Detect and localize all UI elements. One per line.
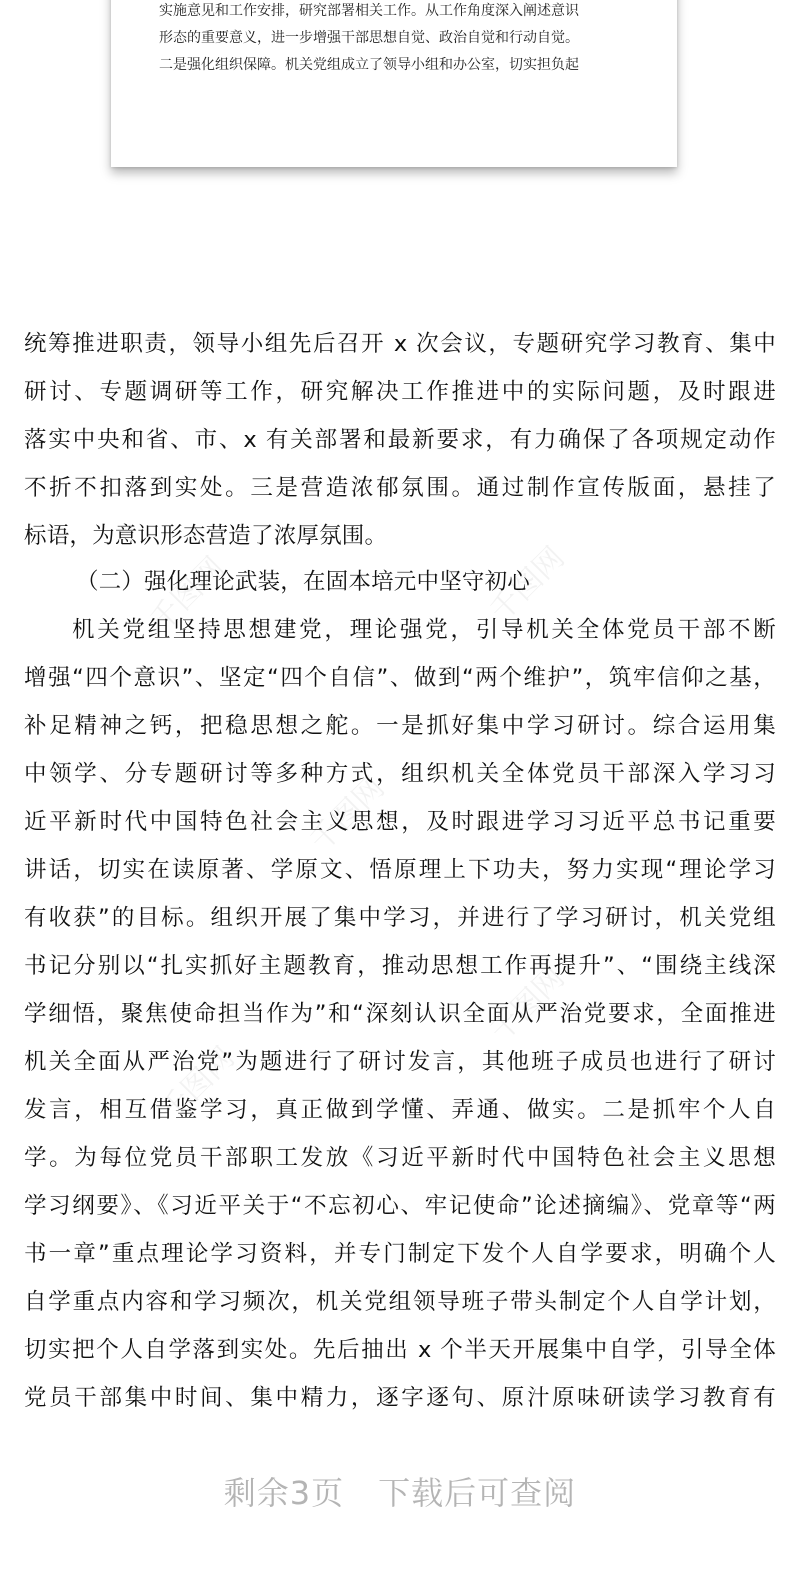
text-line: 书记分别以“扎实抓好主题教育，推动思想工作再提升”、“围绕主线深 bbox=[24, 953, 776, 979]
text-line: 机关全面从严治党”为题进行了研讨发言，其他班子成员也进行了研讨 bbox=[24, 1049, 776, 1075]
section-heading: （二）强化理论武装，在固本培元中坚守初心 bbox=[76, 569, 531, 595]
preview-line: 二是强化组织保障。机关党组成立了领导小组和办公室，切实担负起 bbox=[159, 57, 579, 73]
text-line: 有收获”的目标。组织开展了集中学习，并进行了学习研讨，机关党组 bbox=[24, 905, 776, 931]
text-line: 切实把个人自学落到实处。先后抽出 x 个半天开展集中自学，引导全体 bbox=[24, 1337, 776, 1363]
text-line: 标语，为意识形态营造了浓厚氛围。 bbox=[24, 523, 388, 549]
text-line: 自学重点内容和学习频次，机关党组领导班子带头制定个人自学计划， bbox=[24, 1289, 776, 1315]
page-preview-card bbox=[111, 0, 677, 167]
watermark-icon: 千图网 bbox=[483, 960, 572, 1049]
text-line: 发言，相互借鉴学习，真正做到学懂、弄通、做实。二是抓牢个人自 bbox=[24, 1097, 776, 1123]
text-line: 补足精神之钙，把稳思想之舵。一是抓好集中学习研讨。综合运用集 bbox=[24, 713, 776, 739]
preview-line: 实施意见和工作安排，研究部署相关工作。从工作角度深入阐述意识 bbox=[159, 3, 579, 19]
watermark-icon: 千图网 bbox=[303, 770, 392, 859]
text-line: 书一章”重点理论学习资料，并专门制定下发个人自学要求，明确个人 bbox=[24, 1241, 776, 1267]
watermark-icon: 千图网 bbox=[483, 540, 572, 629]
download-to-view-label: 下载后可查阅 bbox=[378, 1474, 577, 1512]
text-line: 学习纲要》、《习近平关于“不忘初心、牢记使命”论述摘编》、党章等“两 bbox=[24, 1193, 776, 1219]
watermark-icon: 千图网 bbox=[143, 550, 232, 639]
text-line: 近平新时代中国特色社会主义思想，及时跟进学习习近平总书记重要 bbox=[24, 809, 776, 835]
text-line: 研讨、专题调研等工作，研究解决工作推进中的实际问题，及时跟进 bbox=[24, 379, 776, 405]
text-line: 统筹推进职责，领导小组先后召开 x 次会议，专题研究学习教育、集中 bbox=[24, 331, 776, 357]
text-line: 落实中央和省、市、x 有关部署和最新要求，有力确保了各项规定动作 bbox=[24, 427, 776, 453]
text-line: 讲话，切实在读原著、学原文、悟原理上下功夫，努力实现“理论学习 bbox=[24, 857, 776, 883]
text-line: 不折不扣落到实处。三是营造浓郁氛围。通过制作宣传版面，悬挂了 bbox=[24, 475, 776, 501]
preview-line: 形态的重要意义，进一步增强干部思想自觉、政治自觉和行动自觉。 bbox=[159, 30, 579, 46]
text-line: 增强“四个意识”、坚定“四个自信”、做到“两个维护”，筑牢信仰之基， bbox=[24, 665, 776, 691]
text-line: 机关党组坚持思想建党，理论强党，引导机关全体党员干部不断 bbox=[72, 617, 776, 643]
remaining-pages-label: 剩余3页 bbox=[223, 1474, 345, 1512]
watermark-icon: 千图网 bbox=[153, 1040, 242, 1129]
text-line: 党员干部集中时间、集中精力，逐字逐句、原汁原味研读学习教育有 bbox=[24, 1385, 776, 1411]
download-prompt[interactable] bbox=[0, 1468, 800, 1514]
text-line: 学。为每位党员干部职工发放《习近平新时代中国特色社会主义思想 bbox=[24, 1145, 776, 1171]
text-line: 中领学、分专题研讨等多种方式，组织机关全体党员干部深入学习习 bbox=[24, 761, 776, 787]
text-line: 学细悟，聚焦使命担当作为”和“深刻认识全面从严治党要求，全面推进 bbox=[24, 1001, 776, 1027]
